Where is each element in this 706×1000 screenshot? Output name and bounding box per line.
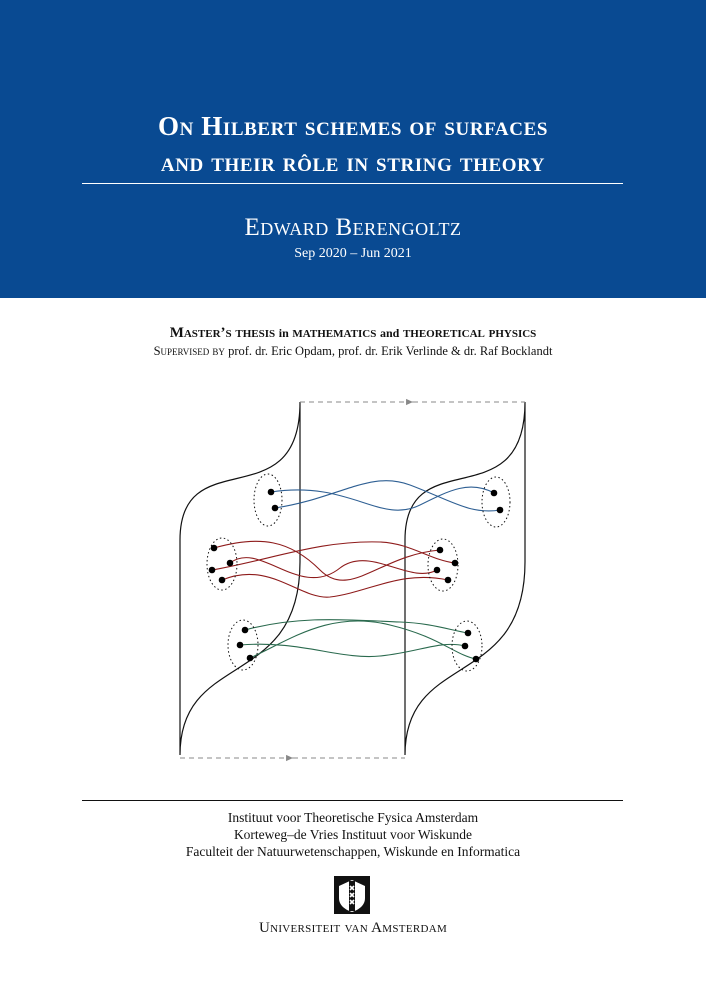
thesis-dates: Sep 2020 – Jun 2021 — [294, 246, 412, 261]
title-banner — [0, 0, 706, 298]
supervised-label: Supervised by — [153, 344, 225, 358]
strings — [212, 481, 500, 659]
red-strings — [212, 541, 455, 597]
thesis-title — [0, 108, 706, 180]
thesis-type: Master’s thesis — [169, 325, 276, 341]
footer-rule — [82, 800, 623, 801]
supervisors: prof. dr. Eric Opdam, prof. dr. Erik Verlinde & dr. Raf Bocklandt — [228, 344, 553, 358]
left-sheet — [180, 402, 300, 755]
cover-figure — [150, 388, 560, 778]
title-line-1: On Hilbert schemes of surfaces — [157, 111, 549, 141]
blue-strings — [271, 481, 500, 511]
right-sheet — [405, 402, 525, 755]
author-name: Edward Berengoltz — [244, 214, 462, 241]
thesis-and: and — [379, 326, 400, 340]
university-name: Universiteit van Amsterdam — [258, 920, 448, 936]
supervisors-line — [0, 344, 706, 359]
marked-points — [209, 489, 504, 663]
institution-1: Instituut voor Theoretische Fysica Amsterdam — [227, 810, 479, 825]
uva-xxx-logo-icon — [334, 876, 370, 914]
institution-3: Faculteit der Natuurwetenschappen, Wiskunde en Informatica — [185, 844, 521, 859]
institution-2: Korteweg–de Vries Instituut voor Wiskunde — [233, 827, 473, 842]
thesis-line — [0, 325, 706, 342]
title-line-2: and their rôle in string theory — [160, 147, 546, 177]
thesis-field-2: theoretical physics — [402, 325, 537, 341]
point-clusters — [207, 474, 510, 671]
title-rule — [82, 183, 623, 184]
thesis-in: in — [278, 326, 289, 340]
thesis-field-1: mathematics — [292, 325, 377, 341]
